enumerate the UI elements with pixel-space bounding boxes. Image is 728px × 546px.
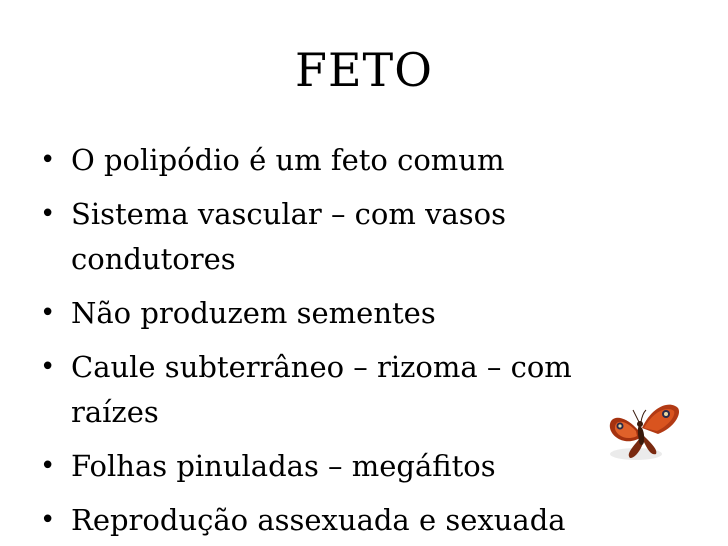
bullet-dot: • [40, 199, 56, 229]
bullet-list [36, 138, 636, 546]
bullet-dot: • [40, 145, 56, 175]
bullet-item [36, 138, 636, 183]
butterfly-icon [600, 398, 682, 466]
bullet-dot: • [40, 505, 56, 535]
bullet-dot: • [40, 451, 56, 481]
bullet-text: Sistema vascular – com vasos condutores [71, 197, 506, 276]
bullet-item [36, 444, 636, 489]
bullet-item [36, 498, 636, 543]
bullet-dot: • [40, 298, 56, 328]
bullet-item [36, 291, 636, 336]
bullet-text: Folhas pinuladas – megáfitos [71, 449, 496, 483]
bullet-text: Caule subterrâneo – rizoma – com raízes [71, 350, 572, 429]
bullet-text: O polipódio é um feto comum [71, 143, 505, 177]
bullet-item [36, 192, 636, 282]
slide-title: FETO [295, 43, 433, 97]
bullet-dot: • [40, 352, 56, 382]
bullet-text: Não produzem sementes [71, 296, 436, 330]
bullet-item [36, 345, 636, 435]
bullet-text: Reprodução assexuada e sexuada [71, 503, 566, 537]
